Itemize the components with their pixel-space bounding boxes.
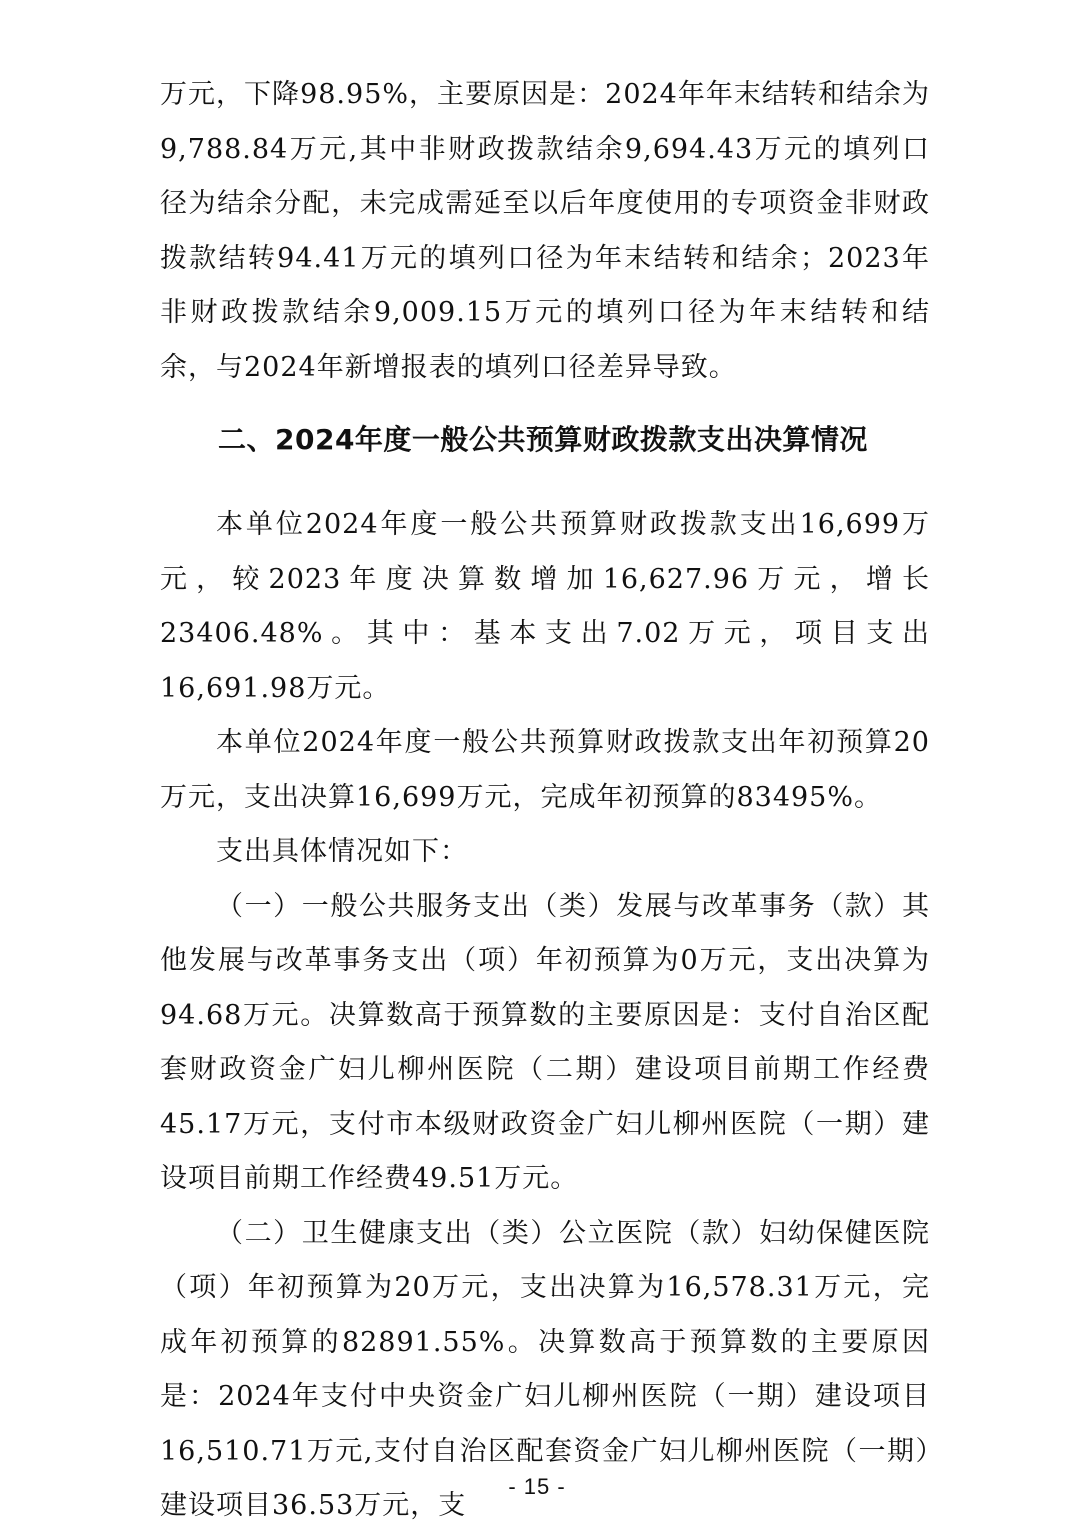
paragraph-item-two: （二）卫生健康支出（类）公立医院（款）妇幼保健医院（项）年初预算为20万元，支出决算为16,578.31万元，完成年初预算的82891.55%。决算数高于预算数的主要原因是：2024年支付中央资金广妇儿柳州医院（一期）建设项目16,510.71万元,支付自治区配套资金广妇儿柳州医院（一期）建设项目36.53万元，支 (160, 1217, 930, 1521)
section-heading: 二、2024年度一般公共预算财政拨款支出决算情况 (218, 423, 868, 456)
section-body (160, 498, 930, 1534)
page-number: - 15 - (508, 1474, 566, 1499)
paragraph-details-intro: 支出具体情况如下： (216, 836, 468, 867)
paragraph-budget-completion: 本单位2024年度一般公共预算财政拨款支出年初预算20万元，支出决算16,699万元，完成年初预算的83495%。 (160, 727, 930, 813)
continued-paragraph: 万元，下降98.95%，主要原因是：2024年年末结转和结余为9,788.84万元,其中非财政拨款结余9,694.43万元的填列口径为结余分配，未完成需延至以后年度使用的专项资金非财政拨款结转94.41万元的填列口径为年末结转和结余；2023年非财政拨款结余9,009.15万元的填列口径为年末结转和结余，与2024年新增报表的填列口径差异导致。 (160, 79, 930, 383)
paragraph-expenditure-summary: 本单位2024年度一般公共预算财政拨款支出16,699万元，较2023年度决算数增加16,627.96万元，增长23406.48%。其中：基本支出7.02万元，项目支出16,691.98万元。 (160, 509, 930, 704)
continued-paragraph-block (160, 68, 930, 395)
paragraph-item-one: （一）一般公共服务支出（类）发展与改革事务（款）其他发展与改革事务支出（项）年初预算为0万元，支出决算为94.68万元。决算数高于预算数的主要原因是：支付自治区配套财政资金广妇儿柳州医院（二期）建设项目前期工作经费45.17万元，支付市本级财政资金广妇儿柳州医院（一期）建设项目前期工作经费49.51万元。 (160, 890, 930, 1194)
